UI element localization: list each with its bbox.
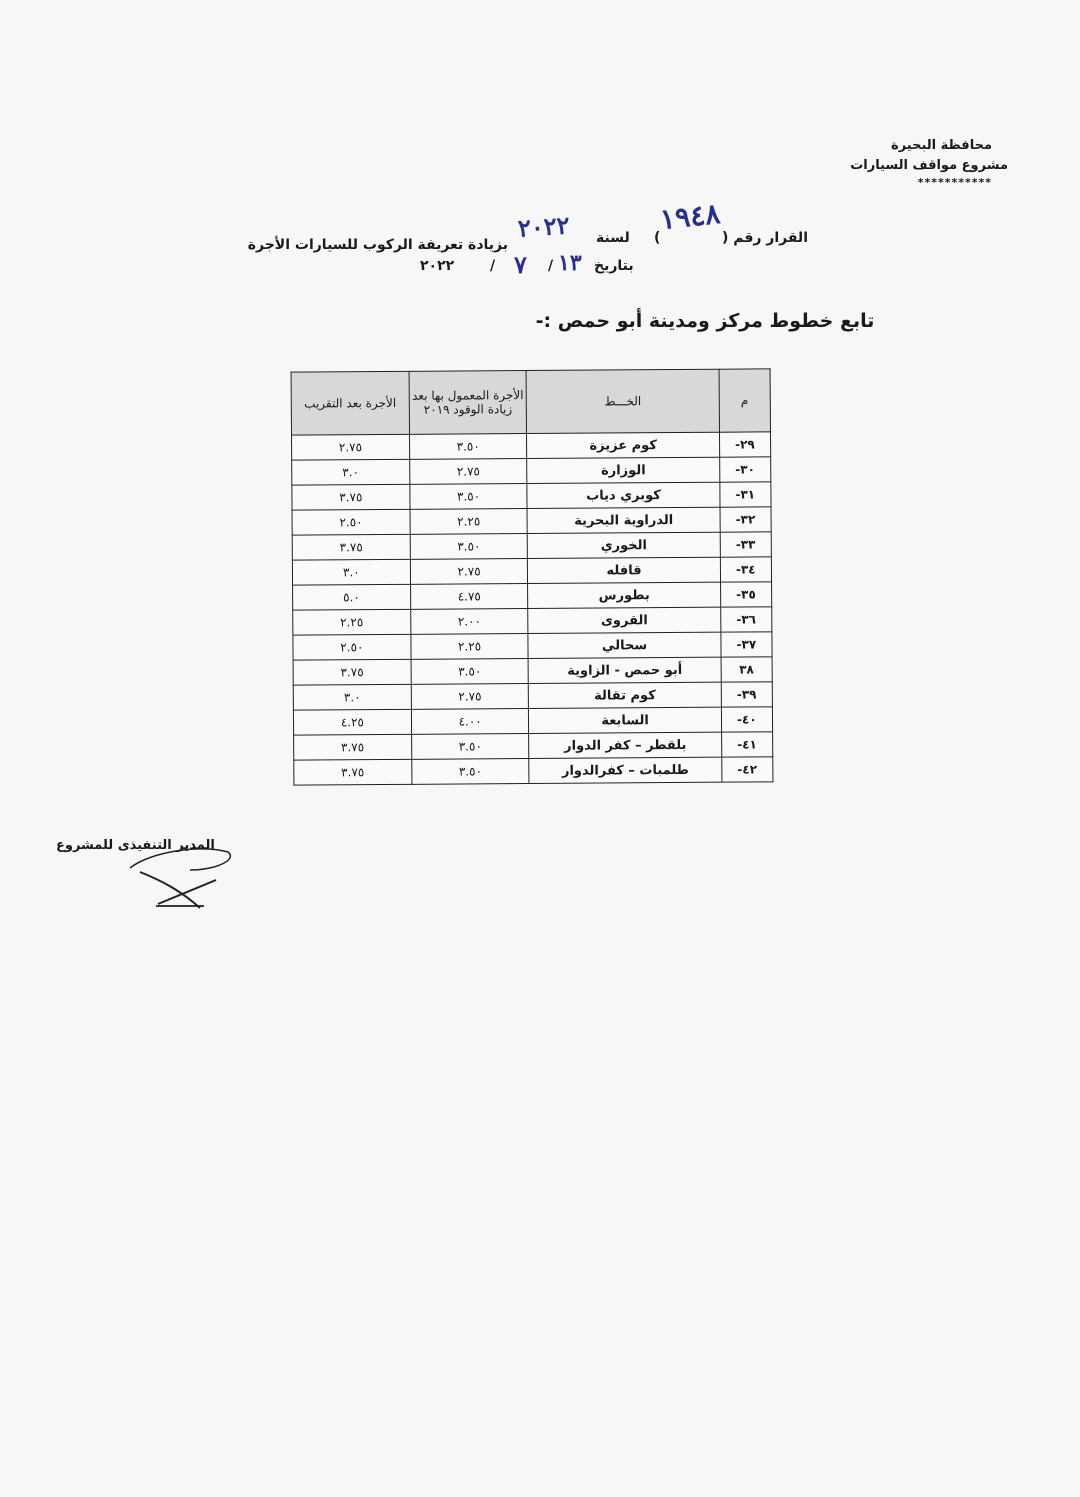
- decree-year-label: لسنة: [596, 230, 630, 246]
- date-sep-1: /: [548, 258, 554, 274]
- row-line: سحالي: [528, 632, 720, 658]
- row-old-fare: ٢.٧٥: [409, 459, 527, 485]
- row-num: ٣٦-: [720, 607, 771, 632]
- table-row: [292, 432, 771, 460]
- row-new-fare: ٣.٧٥: [294, 759, 412, 785]
- row-old-fare: ٣.٥٠: [410, 534, 528, 560]
- row-num: ٤١-: [721, 732, 772, 757]
- page-title-text: تابع خطوط مركز ومدينة أبو حمص :-: [535, 310, 875, 332]
- row-old-fare: ٣.٥٠: [411, 659, 529, 685]
- date-month-handwritten: ٧: [514, 250, 527, 279]
- signature-scribble: [120, 830, 240, 920]
- col-header-line: الخـــط: [527, 369, 720, 433]
- decree-close-paren: ): [654, 230, 661, 246]
- row-old-fare: ٢.٧٥: [410, 559, 528, 585]
- row-num: ٢٩-: [719, 432, 770, 457]
- row-line: الخوري: [528, 532, 720, 558]
- row-num: ٣٠-: [719, 457, 770, 482]
- date-day-handwritten: ١٣: [558, 250, 582, 276]
- row-num: ٣٤-: [720, 557, 771, 582]
- row-line: الوزارة: [527, 457, 719, 483]
- row-new-fare: ٣.٠: [293, 684, 411, 710]
- row-old-fare: ٢.٢٥: [411, 634, 529, 660]
- date-year: ٢٠٢٢: [420, 258, 455, 274]
- row-line: كوم تقالة: [529, 682, 721, 708]
- row-new-fare: ٢.٢٥: [293, 609, 411, 635]
- row-old-fare: ٤.٠٠: [411, 709, 529, 735]
- row-new-fare: ٢.٥٠: [292, 509, 410, 535]
- row-old-fare: ٣.٥٠: [411, 734, 529, 760]
- row-old-fare: ٣.٥٠: [409, 434, 527, 460]
- table-row: [293, 707, 772, 735]
- row-line: كوم عزيزة: [527, 432, 719, 458]
- row-new-fare: ٥.٠: [293, 584, 411, 610]
- row-line: قافله: [528, 557, 720, 583]
- row-line: بطورس: [528, 582, 720, 608]
- row-new-fare: ٣.٧٥: [294, 734, 412, 760]
- table-row: [292, 507, 771, 535]
- table-row: [293, 657, 772, 685]
- row-line: أبو حمص - الزاوية: [529, 657, 721, 683]
- table-row: [292, 557, 771, 585]
- row-line: كوبري دياب: [527, 482, 719, 508]
- row-num: ٣٩-: [721, 682, 772, 707]
- row-num: ٤٢-: [721, 757, 772, 782]
- row-new-fare: ٣.٧٥: [292, 534, 410, 560]
- page-title: [0, 310, 1080, 332]
- row-new-fare: ٣.٧٥: [292, 484, 410, 510]
- project-name: مشروع مواقف السيارات: [850, 158, 1008, 173]
- row-new-fare: ٤.٢٥: [293, 709, 411, 735]
- decree-prefix: القرار رقم (: [721, 230, 808, 246]
- row-new-fare: ٢.٥٠: [293, 634, 411, 660]
- header-stars: ***********: [917, 176, 992, 189]
- decree-number-handwritten: ١٩٤٨: [658, 196, 722, 237]
- table-body: [292, 432, 773, 785]
- row-new-fare: ٣.٧٥: [293, 659, 411, 685]
- date-label: بتاريخ: [594, 258, 634, 274]
- row-new-fare: ٢.٧٥: [292, 434, 410, 460]
- row-new-fare: ٣.٠: [292, 459, 410, 485]
- table-row: [294, 757, 773, 785]
- row-num: ٤٠-: [721, 707, 772, 732]
- fare-table: [291, 368, 774, 785]
- row-num: ٣٣-: [720, 532, 771, 557]
- table-row: [292, 457, 771, 485]
- row-line: الدراوية البحرية: [528, 507, 720, 533]
- row-old-fare: ٣.٥٠: [410, 484, 528, 510]
- row-num: ٣٥-: [720, 582, 771, 607]
- table-row: [292, 532, 771, 560]
- row-num: ٣٢-: [720, 507, 771, 532]
- decree-subject: بزيادة تعريفة الركوب للسيارات الأجرة: [247, 237, 508, 253]
- row-num: ٣١-: [720, 482, 771, 507]
- row-line: السابعة: [529, 707, 721, 733]
- col-header-new-fare: الأجرة بعد التقريب: [291, 371, 409, 435]
- table-row: [294, 732, 773, 760]
- table-row: [292, 482, 771, 510]
- row-old-fare: ٤.٧٥: [410, 584, 528, 610]
- row-line: بلقطر – كفر الدوار: [529, 732, 721, 758]
- signatory-title: المدير التنفيذى للمشروع: [56, 838, 215, 853]
- table-row: [293, 607, 772, 635]
- date-sep-2: /: [490, 258, 496, 274]
- row-new-fare: ٣.٠: [292, 559, 410, 585]
- row-old-fare: ٢.٧٥: [411, 684, 529, 710]
- table-row: [293, 582, 772, 610]
- table-row: [293, 682, 772, 710]
- col-header-old-fare: الأجرة المعمول بها بعد زيادة الوقود ٢٠١٩: [409, 371, 527, 435]
- governorate-name: محافظة البحيرة: [891, 138, 992, 153]
- row-line: طلمبات – كفرالدوار: [529, 757, 721, 783]
- row-old-fare: ٣.٥٠: [412, 759, 530, 785]
- row-num: ٣٧-: [721, 632, 772, 657]
- row-num: ٣٨: [721, 657, 772, 682]
- col-header-num: م: [719, 369, 771, 432]
- decree-year-handwritten: ٢٠٢٢: [517, 210, 571, 243]
- table-row: [293, 632, 772, 660]
- row-old-fare: ٢.٢٥: [410, 509, 528, 535]
- row-line: القروى: [528, 607, 720, 633]
- table-header-row: [291, 369, 770, 435]
- row-old-fare: ٢.٠٠: [410, 609, 528, 635]
